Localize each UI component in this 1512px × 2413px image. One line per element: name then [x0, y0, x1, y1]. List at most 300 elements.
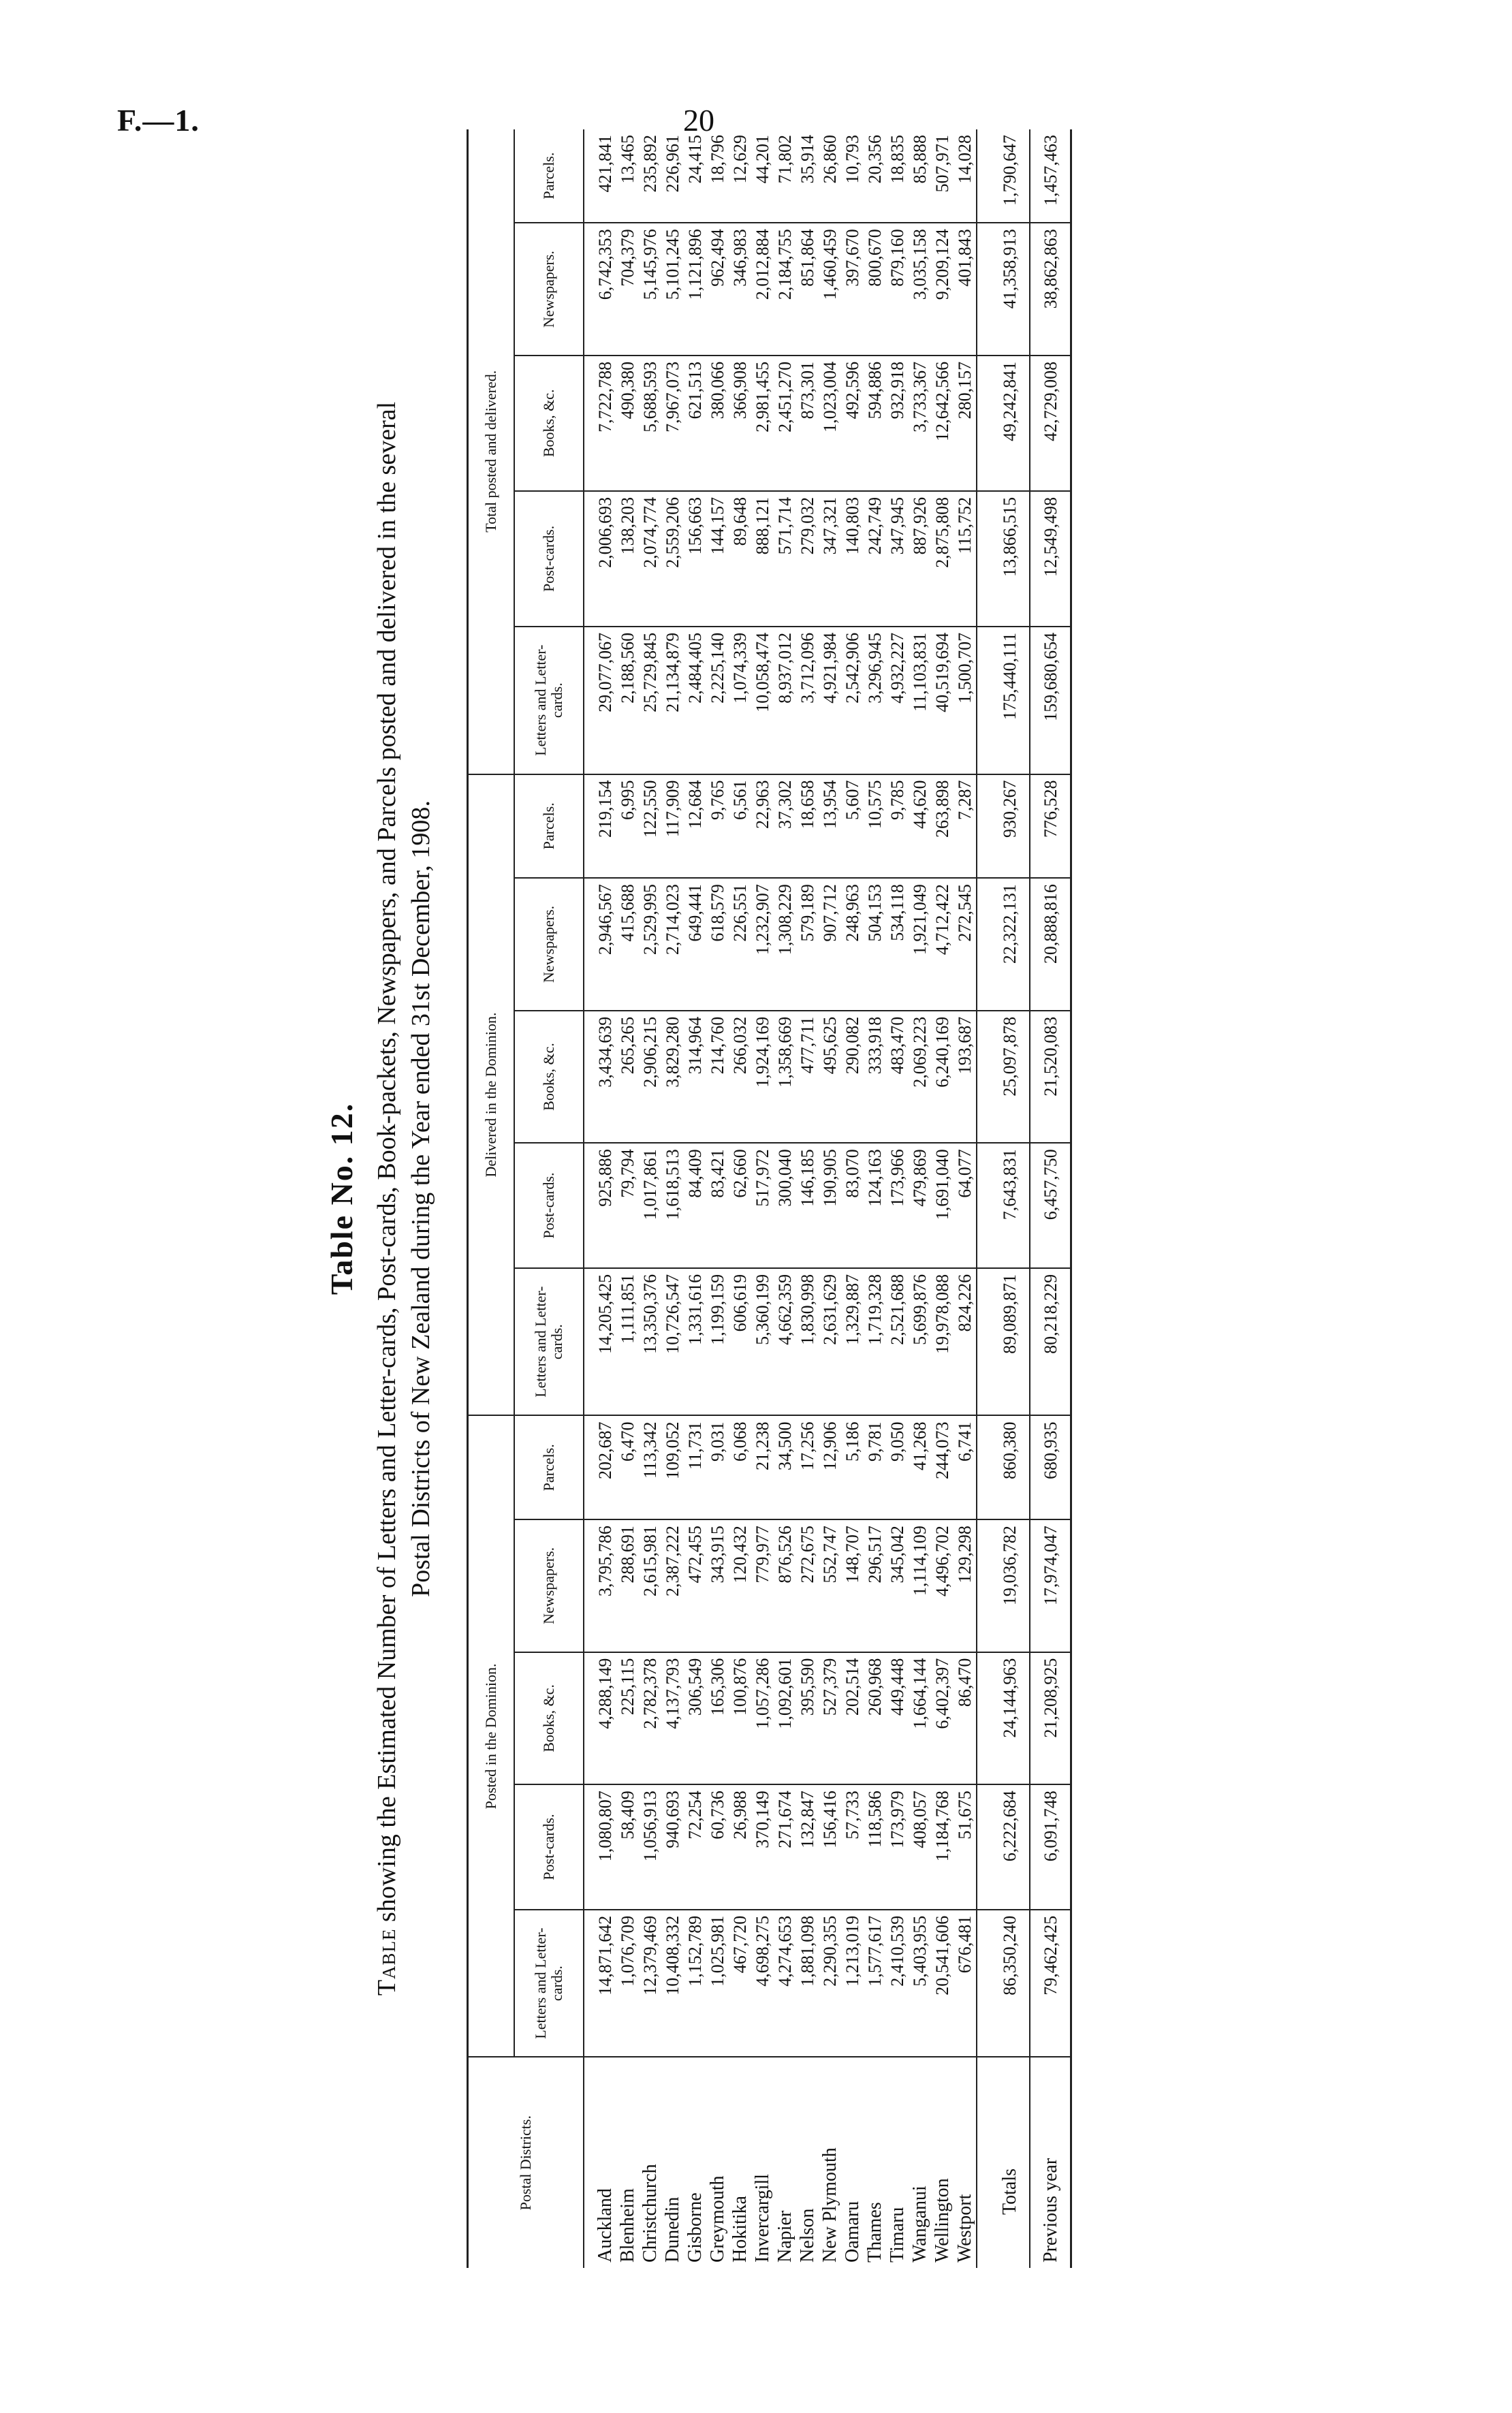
table-cell: 17,256: [796, 1416, 819, 1520]
table-row: [954, 129, 977, 2268]
table-cell: 9,050: [886, 1416, 909, 1520]
table-cell: 649,441: [684, 878, 706, 1011]
table-cell: 272,545: [954, 878, 977, 1011]
table-cell: 507,971: [931, 129, 954, 223]
table-cell: 2,782,378: [639, 1652, 661, 1785]
table-cell: 156,663: [684, 491, 706, 627]
table-cell: 89,648: [729, 491, 751, 627]
table-cell: 1,017,861: [639, 1143, 661, 1268]
table-cell: 265,265: [616, 1011, 639, 1144]
table-row: [616, 129, 639, 2268]
table-cell: 263,898: [931, 774, 954, 879]
table-cell: 18,658: [796, 774, 819, 879]
table-cell: 6,240,169: [931, 1011, 954, 1144]
table-cell: 62,660: [729, 1143, 751, 1268]
table-cell: 173,979: [886, 1784, 909, 1910]
table-cell: 2,410,539: [886, 1910, 909, 2057]
table-row: [584, 129, 616, 2268]
table-cell: 3,035,158: [909, 223, 931, 356]
table-row: [751, 129, 774, 2268]
table-cell: 148,707: [841, 1519, 864, 1652]
table-cell: 3,712,096: [796, 627, 819, 774]
district-name: [886, 2057, 909, 2268]
table-cell: 83,070: [841, 1143, 864, 1268]
table-cell: 492,596: [841, 356, 864, 491]
table-cell: 5,607: [841, 774, 864, 879]
table-cell: 26,860: [819, 129, 841, 223]
table-cell: 12,629: [729, 129, 751, 223]
table-cell: 5,699,876: [909, 1268, 931, 1416]
district-label: Blenheim: [617, 2188, 638, 2262]
district-name: [639, 2057, 661, 2268]
table-cell: 8,937,012: [774, 627, 796, 774]
district-name: [819, 2057, 841, 2268]
table-cell: 5,360,199: [751, 1268, 774, 1416]
column-header-letters: Letters and Letter-cards.: [514, 1268, 584, 1416]
table-cell: 1,691,040: [931, 1143, 954, 1268]
page-reference: F.—1.: [117, 103, 200, 138]
table-cell: 272,675: [796, 1519, 819, 1652]
table-cell: 24,144,963: [977, 1652, 1030, 1785]
table-cell: 9,781: [864, 1416, 886, 1520]
table-cell: 19,978,088: [931, 1268, 954, 1416]
table-cell: 9,209,124: [931, 223, 954, 356]
table-cell: 14,028: [954, 129, 977, 223]
table-cell: 495,625: [819, 1011, 841, 1144]
table-cell: 25,097,878: [977, 1011, 1030, 1144]
table-cell: 10,793: [841, 129, 864, 223]
table-cell: 517,972: [751, 1143, 774, 1268]
table-cell: 124,163: [864, 1143, 886, 1268]
table-cell: 1,618,513: [661, 1143, 684, 1268]
caption-line-2: Postal Districts of New Zealand during the Year ended 31st December, 1908.: [407, 800, 435, 1597]
table-cell: 618,579: [706, 878, 729, 1011]
table-cell: 2,631,629: [819, 1268, 841, 1416]
column-header-postcards: Post-cards.: [514, 491, 584, 627]
table-cell: 800,670: [864, 223, 886, 356]
table-cell: 1,080,807: [584, 1784, 616, 1910]
table-row: [909, 129, 931, 2268]
table-cell: 57,733: [841, 1784, 864, 1910]
table-cell: 100,876: [729, 1652, 751, 1785]
table-cell: 109,052: [661, 1416, 684, 1520]
table-cell: 594,886: [864, 356, 886, 491]
table-cell: 6,091,748: [1030, 1784, 1071, 1910]
table-cell: 2,069,223: [909, 1011, 931, 1144]
table-cell: 2,559,206: [661, 491, 684, 627]
table-cell: 22,322,131: [977, 878, 1030, 1011]
group-header-posted: Posted in the Dominion.: [468, 1416, 515, 2057]
table-cell: 4,137,793: [661, 1652, 684, 1785]
table-row: [706, 129, 729, 2268]
table-cell: 4,698,275: [751, 1910, 774, 2057]
column-header-parcels: Parcels.: [514, 129, 584, 223]
table-cell: 13,866,515: [977, 491, 1030, 627]
table-row: [886, 129, 909, 2268]
group-header-total: Total posted and delivered.: [468, 129, 515, 774]
district-label: Nelson: [797, 2208, 818, 2262]
table-cell: 4,932,227: [886, 627, 909, 774]
table-cell: 3,434,639: [584, 1011, 616, 1144]
table-cell: 876,526: [774, 1519, 796, 1652]
table-cell: 2,529,995: [639, 878, 661, 1011]
table-number: Table No. 12.: [324, 1102, 359, 1295]
rotated-table-block: [324, 129, 1107, 2268]
district-name: [841, 2057, 864, 2268]
district-label: Greymouth: [707, 2175, 728, 2262]
table-cell: 606,619: [729, 1268, 751, 1416]
table-cell: 527,379: [819, 1652, 841, 1785]
column-header-postcards: Post-cards.: [514, 1143, 584, 1268]
table-cell: 1,025,981: [706, 1910, 729, 2057]
table-cell: 12,906: [819, 1416, 841, 1520]
district-label: Wanganui: [909, 2186, 930, 2262]
table-cell: 79,462,425: [1030, 1910, 1071, 2057]
table-cell: 680,935: [1030, 1416, 1071, 1520]
table-cell: 380,066: [706, 356, 729, 491]
table-cell: 235,892: [639, 129, 661, 223]
district-name: [931, 2057, 954, 2268]
table-row: [931, 129, 954, 2268]
table-cell: 2,387,222: [661, 1519, 684, 1652]
column-header-parcels: Parcels.: [514, 1416, 584, 1520]
table-cell: 552,747: [819, 1519, 841, 1652]
table-cell: 1,121,896: [684, 223, 706, 356]
table-cell: 477,711: [796, 1011, 819, 1144]
district-label: Auckland: [595, 2188, 616, 2262]
table-cell: 2,981,455: [751, 356, 774, 491]
district-name: [977, 2057, 1030, 2268]
table-cell: 25,729,845: [639, 627, 661, 774]
table-cell: 72,254: [684, 1784, 706, 1910]
table-cell: 346,983: [729, 223, 751, 356]
table-cell: 260,968: [864, 1652, 886, 1785]
table-cell: 242,749: [864, 491, 886, 627]
table-cell: 122,550: [639, 774, 661, 879]
table-cell: 2,906,215: [639, 1011, 661, 1144]
table-cell: 1,092,601: [774, 1652, 796, 1785]
table-cell: 113,342: [639, 1416, 661, 1520]
table-cell: 1,881,098: [796, 1910, 819, 2057]
table-cell: 51,675: [954, 1784, 977, 1910]
table-cell: 6,068: [729, 1416, 751, 1520]
table-cell: 11,731: [684, 1416, 706, 1520]
district-label: Thames: [864, 2202, 885, 2262]
table-cell: 1,023,004: [819, 356, 841, 491]
table-cell: 851,864: [796, 223, 819, 356]
page-number: 20: [683, 103, 714, 138]
table-cell: 1,057,286: [751, 1652, 774, 1785]
district-name: [729, 2057, 751, 2268]
table-cell: 1,329,887: [841, 1268, 864, 1416]
table-cell: 21,208,925: [1030, 1652, 1071, 1785]
district-label: Totals: [998, 2168, 1020, 2215]
table-cell: 22,963: [751, 774, 774, 879]
table-cell: 190,905: [819, 1143, 841, 1268]
table-cell: 146,185: [796, 1143, 819, 1268]
table-cell: 80,218,229: [1030, 1268, 1071, 1416]
table-cell: 1,500,707: [954, 627, 977, 774]
table-cell: 5,688,593: [639, 356, 661, 491]
table-cell: 5,403,955: [909, 1910, 931, 2057]
table-cell: 9,785: [886, 774, 909, 879]
table-cell: 9,031: [706, 1416, 729, 1520]
table-caption: [370, 129, 438, 2268]
district-label: Gisborne: [684, 2192, 706, 2262]
table-cell: 6,742,353: [584, 223, 616, 356]
table-cell: 38,862,863: [1030, 223, 1071, 356]
table-cell: 1,577,617: [864, 1910, 886, 2057]
district-label: Oamaru: [842, 2201, 863, 2262]
table-cell: 5,186: [841, 1416, 864, 1520]
table-body: [584, 129, 1071, 2268]
column-header-books: Books, &c.: [514, 1011, 584, 1144]
table-cell: 621,513: [684, 356, 706, 491]
table-cell: 479,869: [909, 1143, 931, 1268]
table-row: [774, 129, 796, 2268]
table-cell: 2,714,023: [661, 878, 684, 1011]
table-cell: 3,829,280: [661, 1011, 684, 1144]
table-cell: 280,157: [954, 356, 977, 491]
table-cell: 571,714: [774, 491, 796, 627]
table-cell: 41,268: [909, 1416, 931, 1520]
table-cell: 370,149: [751, 1784, 774, 1910]
table-cell: 1,924,169: [751, 1011, 774, 1144]
table-cell: 4,288,149: [584, 1652, 616, 1785]
table-cell: 704,379: [616, 223, 639, 356]
table-cell: 21,134,879: [661, 627, 684, 774]
table-cell: 5,145,976: [639, 223, 661, 356]
table-cell: 13,954: [819, 774, 841, 879]
header-group-row: [468, 129, 515, 2268]
table-cell: 2,484,405: [684, 627, 706, 774]
district-name: [684, 2057, 706, 2268]
table-cell: 4,274,653: [774, 1910, 796, 2057]
table-cell: 44,201: [751, 129, 774, 223]
table-cell: 290,082: [841, 1011, 864, 1144]
table-cell: 42,729,008: [1030, 356, 1071, 491]
table-cell: 10,408,332: [661, 1910, 684, 2057]
table-cell: 7,287: [954, 774, 977, 879]
district-label: Hokitika: [729, 2196, 751, 2262]
table-cell: 4,712,422: [931, 878, 954, 1011]
table-cell: 17,974,047: [1030, 1519, 1071, 1652]
table-cell: 79,794: [616, 1143, 639, 1268]
table-cell: 248,963: [841, 878, 864, 1011]
table-cell: 2,521,688: [886, 1268, 909, 1416]
table-cell: 1,921,049: [909, 878, 931, 1011]
table-cell: 14,871,642: [584, 1910, 616, 2057]
table-cell: 345,042: [886, 1519, 909, 1652]
table-cell: 1,719,328: [864, 1268, 886, 1416]
table-cell: 472,455: [684, 1519, 706, 1652]
table-cell: 244,073: [931, 1416, 954, 1520]
table-cell: 19,036,782: [977, 1519, 1030, 1652]
table-cell: 279,032: [796, 491, 819, 627]
district-name: [584, 2057, 616, 2268]
district-name: [616, 2057, 639, 2268]
district-label: New Plymouth: [819, 2147, 840, 2262]
table-cell: 1,331,616: [684, 1268, 706, 1416]
table-row: [796, 129, 819, 2268]
table-cell: 118,586: [864, 1784, 886, 1910]
table-cell: 2,074,774: [639, 491, 661, 627]
table-cell: 879,160: [886, 223, 909, 356]
district-label: Timaru: [887, 2207, 908, 2262]
table-cell: 83,421: [706, 1143, 729, 1268]
table-cell: 449,448: [886, 1652, 909, 1785]
table-cell: 202,687: [584, 1416, 616, 1520]
totals-row: [977, 129, 1030, 2268]
district-name: [661, 2057, 684, 2268]
table-cell: 6,457,750: [1030, 1143, 1071, 1268]
district-label: Previous year: [1039, 2158, 1061, 2262]
table-cell: 930,267: [977, 774, 1030, 879]
table-cell: 2,451,270: [774, 356, 796, 491]
table-cell: 35,914: [796, 129, 819, 223]
district-name: [751, 2057, 774, 2268]
district-label: Westport: [954, 2194, 975, 2262]
table-cell: 2,225,140: [706, 627, 729, 774]
table-cell: 173,966: [886, 1143, 909, 1268]
postal-statistics-table: [467, 129, 1072, 2268]
table-cell: 6,561: [729, 774, 751, 879]
table-cell: 271,674: [774, 1784, 796, 1910]
table-cell: 395,590: [796, 1652, 819, 1785]
table-cell: 226,961: [661, 129, 684, 223]
table-cell: 26,988: [729, 1784, 751, 1910]
district-label: Christchurch: [640, 2164, 661, 2262]
table-row: [661, 129, 684, 2268]
table-cell: 115,752: [954, 491, 977, 627]
table-cell: 483,470: [886, 1011, 909, 1144]
table-cell: 6,402,397: [931, 1652, 954, 1785]
table-cell: 504,153: [864, 878, 886, 1011]
table-cell: 214,760: [706, 1011, 729, 1144]
district-name: [909, 2057, 931, 2268]
table-cell: 34,500: [774, 1416, 796, 1520]
district-label: Wellington: [932, 2178, 953, 2262]
table-cell: 401,843: [954, 223, 977, 356]
table-cell: 175,440,111: [977, 627, 1030, 774]
table-cell: 9,765: [706, 774, 729, 879]
table-cell: 86,470: [954, 1652, 977, 1785]
table-cell: 397,670: [841, 223, 864, 356]
table-cell: 962,494: [706, 223, 729, 356]
column-header-parcels: Parcels.: [514, 774, 584, 879]
table-cell: 534,118: [886, 878, 909, 1011]
table-cell: 193,687: [954, 1011, 977, 1144]
table-cell: 266,032: [729, 1011, 751, 1144]
table-cell: 1,056,913: [639, 1784, 661, 1910]
table-cell: 20,541,606: [931, 1910, 954, 2057]
table-cell: 676,481: [954, 1910, 977, 2057]
table-cell: 6,995: [616, 774, 639, 879]
table-cell: 5,101,245: [661, 223, 684, 356]
table-cell: 12,642,566: [931, 356, 954, 491]
table-cell: 2,946,567: [584, 878, 616, 1011]
table-cell: 21,520,083: [1030, 1011, 1071, 1144]
table-cell: 10,726,547: [661, 1268, 684, 1416]
table-cell: 887,926: [909, 491, 931, 627]
table-cell: 2,615,981: [639, 1519, 661, 1652]
table-cell: 20,888,816: [1030, 878, 1071, 1011]
table-cell: 347,321: [819, 491, 841, 627]
district-label: Napier: [774, 2210, 796, 2262]
table-cell: 1,114,109: [909, 1519, 931, 1652]
table-cell: 1,152,789: [684, 1910, 706, 2057]
table-cell: 11,103,831: [909, 627, 931, 774]
table-cell: 2,006,693: [584, 491, 616, 627]
table-cell: 779,977: [751, 1519, 774, 1652]
table-cell: 3,733,367: [909, 356, 931, 491]
table-cell: 1,790,647: [977, 129, 1030, 223]
table-cell: 7,722,788: [584, 356, 616, 491]
header-subcolumn-row: [514, 129, 584, 2268]
table-cell: 2,542,906: [841, 627, 864, 774]
table-cell: 12,684: [684, 774, 706, 879]
table-cell: 10,575: [864, 774, 886, 879]
table-row: [841, 129, 864, 2268]
table-cell: 824,226: [954, 1268, 977, 1416]
table-cell: 2,184,755: [774, 223, 796, 356]
table-cell: 907,712: [819, 878, 841, 1011]
table-cell: 86,350,240: [977, 1910, 1030, 2057]
district-name: [774, 2057, 796, 2268]
table-cell: 89,089,871: [977, 1268, 1030, 1416]
table-row: [729, 129, 751, 2268]
table-cell: 219,154: [584, 774, 616, 879]
table-cell: 20,356: [864, 129, 886, 223]
caption-table-word: Table: [373, 1928, 401, 1996]
table-row: [684, 129, 706, 2268]
table-cell: 3,795,786: [584, 1519, 616, 1652]
table-cell: 6,470: [616, 1416, 639, 1520]
table-cell: 21,238: [751, 1416, 774, 1520]
table-cell: 120,432: [729, 1519, 751, 1652]
table-cell: 132,847: [796, 1784, 819, 1910]
table-cell: 314,964: [684, 1011, 706, 1144]
district-name: [954, 2057, 977, 2268]
column-header-letters: Letters and Letter-cards.: [514, 627, 584, 774]
table-cell: 12,549,498: [1030, 491, 1071, 627]
table-cell: 165,306: [706, 1652, 729, 1785]
table-cell: 44,620: [909, 774, 931, 879]
table-cell: 10,058,474: [751, 627, 774, 774]
table-cell: 288,691: [616, 1519, 639, 1652]
table-cell: 940,693: [661, 1784, 684, 1910]
table-cell: 1,076,709: [616, 1910, 639, 2057]
table-cell: 2,188,560: [616, 627, 639, 774]
district-label: Dunedin: [662, 2196, 683, 2262]
table-cell: 860,380: [977, 1416, 1030, 1520]
table-cell: 1,199,159: [706, 1268, 729, 1416]
table-cell: 159,680,654: [1030, 627, 1071, 774]
table-cell: 490,380: [616, 356, 639, 491]
table-cell: 13,465: [616, 129, 639, 223]
table-cell: 202,514: [841, 1652, 864, 1785]
table-cell: 225,115: [616, 1652, 639, 1785]
table-cell: 1,830,998: [796, 1268, 819, 1416]
table-cell: 366,908: [729, 356, 751, 491]
group-header-delivered: Delivered in the Dominion.: [468, 774, 515, 1416]
table-cell: 37,302: [774, 774, 796, 879]
table-cell: 41,358,913: [977, 223, 1030, 356]
table-cell: 13,350,376: [639, 1268, 661, 1416]
table-cell: 1,184,768: [931, 1784, 954, 1910]
table-cell: 2,012,884: [751, 223, 774, 356]
table-cell: 467,720: [729, 1910, 751, 2057]
